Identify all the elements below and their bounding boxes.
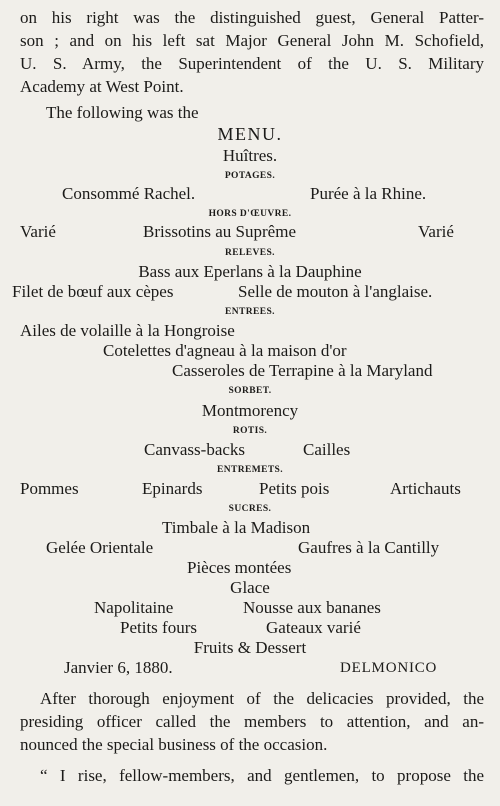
menu-huitres: Huîtres. (222, 146, 278, 165)
entrees-item-2: Cotelettes d'agneau à la maison d'or (103, 341, 347, 360)
rotis-right: Cailles (303, 440, 351, 459)
intro-line-2: son ; and on his left sat Major General John M. Schofield, (20, 31, 484, 50)
potages-left: Consommé Rachel. (62, 184, 196, 203)
releves-line-1: Bass aux Eperlans à la Dauphine (138, 262, 362, 281)
sorbet-item: Montmorency (201, 401, 299, 420)
menu-title: MENU. (217, 124, 283, 144)
heading-potages: POTAGES. (224, 171, 276, 181)
after-line-2: presiding officer called the members to attention, and an- (20, 712, 484, 731)
potages-right: Purée à la Rhine. (310, 184, 427, 203)
heading-hors-doeuvre: HORS D'ŒUVRE. (208, 209, 292, 219)
menu-signature: DELMONICO (340, 660, 438, 676)
hors-right: Varié (418, 222, 454, 241)
intro-line-1: on his right was the distinguished guest, General Patter- (20, 8, 484, 27)
sucres-fruits: Fruits & Dessert (193, 638, 307, 657)
entrees-item-3: Casseroles de Terrapine à la Maryland (172, 361, 433, 380)
intro-line-3: U. S. Army, the Superintendent of the U. S. Military (20, 54, 484, 73)
sucres-timbale: Timbale à la Madison (162, 518, 311, 537)
following-text: The following was the (46, 103, 199, 122)
sucres-gateaux: Gateaux varié (266, 618, 361, 637)
releves-left: Filet de bœuf aux cèpes (12, 282, 174, 301)
sucres-gelee: Gelée Orientale (46, 538, 154, 557)
entremets-item-4: Artichauts (390, 479, 461, 498)
entremets-item-2: Epinards (142, 479, 203, 498)
hors-center: Brissotins au Suprême (143, 222, 296, 241)
sucres-gaufres: Gaufres à la Cantilly (298, 538, 440, 557)
entremets-item-3: Petits pois (259, 479, 330, 498)
heading-rotis: ROTIS. (232, 426, 268, 436)
heading-entrees: ENTREES. (225, 307, 275, 317)
quote-line: “ I rise, fellow-members, and gentlemen, to propose the (40, 766, 484, 785)
after-line-1: After thorough enjoyment of the delicacies provided, the (40, 689, 484, 708)
heading-entremets: ENTREMETS. (216, 465, 284, 475)
entremets-item-1: Pommes (20, 479, 79, 498)
sucres-petits-fours: Petits fours (120, 618, 197, 637)
heading-releves: RELEVES. (225, 248, 275, 258)
sucres-napolitaine: Napolitaine (94, 598, 174, 617)
sucres-nousse: Nousse aux bananes (243, 598, 381, 617)
after-line-3: nounced the special business of the occasion. (20, 735, 328, 754)
menu-date: Janvier 6, 1880. (64, 658, 173, 677)
intro-line-4: Academy at West Point. (20, 77, 184, 96)
rotis-left: Canvass-backs (144, 440, 246, 459)
sucres-pieces: Pièces montées (187, 558, 292, 577)
sucres-glace: Glace (230, 578, 270, 597)
entrees-item-1: Ailes de volaille à la Hongroise (20, 321, 235, 340)
hors-left: Varié (20, 222, 56, 241)
releves-right: Selle de mouton à l'anglaise. (238, 282, 433, 301)
heading-sorbet: SORBET. (228, 386, 272, 396)
heading-sucres: SUCRES. (228, 504, 272, 514)
